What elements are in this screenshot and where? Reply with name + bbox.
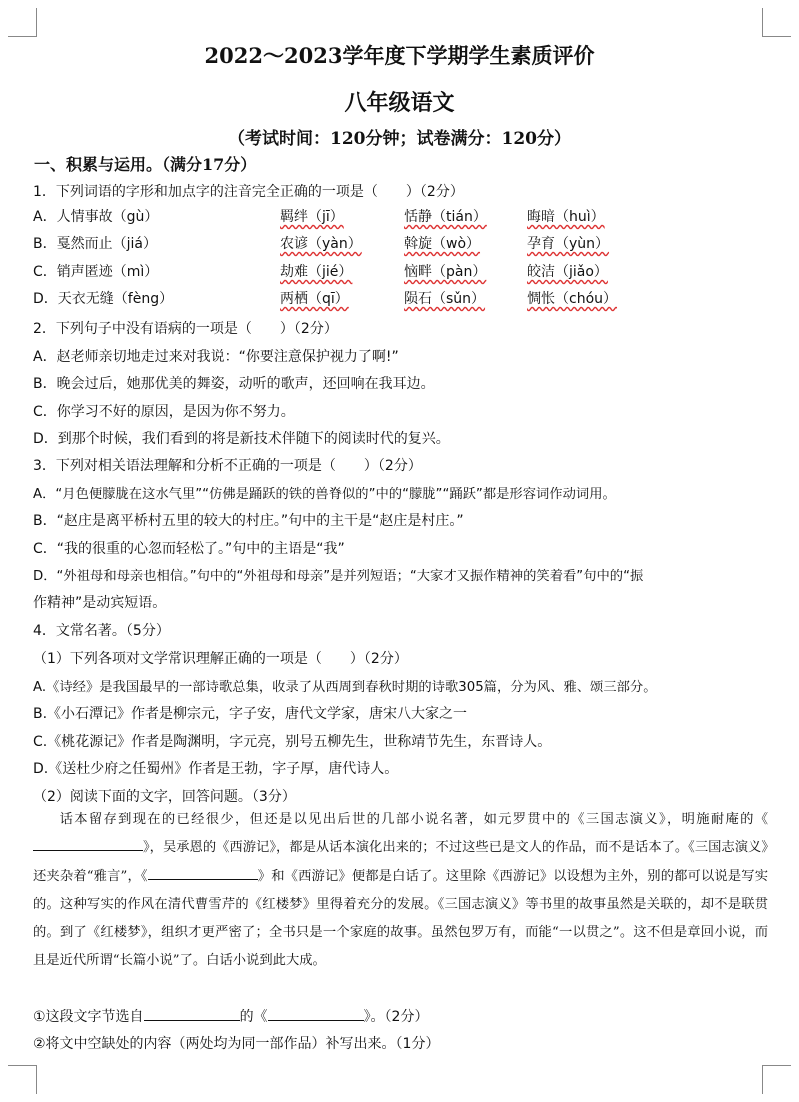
q4a-suffix: 》。（2分） — [363, 1009, 429, 1025]
q1-option-c-col1: C．销声匿迹（mì） — [33, 264, 159, 280]
q3-option-c: C．“我的很重的心忽而轻松了。”句中的主语是“我” — [33, 541, 345, 557]
q2-option-b: B．晚会过后，她那优美的舞姿，动听的歌声，还回响在我耳边。 — [33, 376, 435, 392]
q2-option-c: C．你学习不好的原因，是因为你不努力。 — [33, 404, 295, 420]
exam-info: （考试时间：120分钟；试卷满分：120分） — [228, 129, 571, 149]
q4a-blank-work[interactable] — [268, 1006, 364, 1021]
crop-mark-top-right — [762, 8, 791, 37]
passage-text-1: 话本留存到现在的已经很少，但还是以见出后世的几部小说名著，如元罗贯中的《三国志演义》，明施耐庵的《 — [59, 812, 768, 827]
subject-title: 八年级语文 — [344, 90, 455, 116]
q1-option-a-col2: 羁绊（jī） — [280, 209, 344, 225]
crop-mark-bottom-right — [762, 1065, 791, 1094]
q4a-blank-author[interactable] — [144, 1006, 240, 1021]
q3-option-d-cont: 作精神”是动宾短语。 — [33, 595, 167, 611]
crop-mark-top-left — [8, 8, 37, 37]
q2-option-a: A．赵老师亲切地走过来对我说：“你要注意保护视力了啊!” — [33, 349, 399, 365]
passage-text-2: 》，吴承恩的《西游记》，都是从话本演化出来的；不过这些已是文人的作品，而不是话本了。《三国志演义》还夹杂着“雅言”，《 — [33, 840, 768, 884]
passage-blank-1[interactable] — [33, 836, 143, 851]
question-2-stem: 2．下列句子中没有语病的一项是（ ）（2分） — [33, 321, 338, 337]
q4-sub1-stem: （1）下列各项对文学常识理解正确的一项是（ ）（2分） — [33, 651, 408, 667]
question-4-stem: 4．文常名著。（5分） — [33, 623, 170, 639]
q3-option-a: A．“月色便朦胧在这水气里”“仿佛是踊跃的铁的兽脊似的”中的“朦胧”“踊跃”都是形容词作动词用。 — [33, 487, 616, 502]
q4-sub1-option-c: C.《桃花源记》作者是陶渊明，字元亮，别号五柳先生，世称靖节先生，东晋诗人。 — [33, 734, 552, 750]
q4-sub2-stem: （2）阅读下面的文字，回答问题。（3分） — [33, 789, 296, 805]
q4-sub2-question-b: ②将文中空缺处的内容（两处均为同一部作品）补写出来。（1分） — [33, 1036, 440, 1052]
passage-text-3: 》和《西游记》便都是白话了。这里除《西游记》以设想为主外，别的都可以说是写实的。这种写实的作风在清代曹雪芹的《红楼梦》里得着充分的发展。《三国志演义》等书里的故事虽然是关联的，却不是联贯的。到了《红楼梦》，组织才更严密了；全书只是一个家庭的故事。虽然包罗万有，而能“一以贯之”。这不但是章回小说，而且是近代所谓“长篇小说”了。白话小说到此大成。 — [33, 868, 768, 969]
q1-option-c-col4: 皎洁（jiǎo） — [527, 264, 608, 280]
q1-option-d-col2: 两栖（qī） — [280, 291, 349, 307]
q4-sub1-option-d: D.《送杜少府之任蜀州》作者是王勃，字子厚，唐代诗人。 — [33, 761, 399, 777]
q1-option-b-col1: B．戛然而止（jiá） — [33, 236, 157, 252]
q1-option-d-col1: D．天衣无缝（fèng） — [33, 291, 174, 307]
q2-option-d: D．到那个时候，我们看到的将是新技术伴随下的阅读时代的复兴。 — [33, 431, 450, 447]
q1-option-d-col4: 惆怅（chóu） — [527, 291, 618, 307]
q1-option-a-col3: 恬静（tián） — [404, 209, 487, 225]
q1-option-d-col3: 陨石（sǔn） — [404, 291, 486, 307]
crop-mark-bottom-left — [8, 1065, 37, 1094]
q4-sub1-option-b: B.《小石潭记》作者是柳宗元，字子安，唐代文学家，唐宋八大家之一 — [33, 706, 468, 722]
q4-sub2-question-a — [33, 1006, 428, 1026]
section-heading: 一、积累与运用。（满分17分） — [34, 155, 257, 174]
q4a-prefix: ①这段文字节选自 — [33, 1009, 144, 1025]
q3-option-b: B．“赵庄是离平桥村五里的较大的村庄。”句中的主干是“赵庄是村庄。” — [33, 513, 464, 529]
q1-option-c-col3: 恼畔（pàn） — [404, 264, 487, 280]
question-3-stem: 3．下列对相关语法理解和分析不正确的一项是（ ）（2分） — [33, 458, 422, 474]
q1-option-c-col2: 劫难（jié） — [280, 264, 353, 280]
q4a-mid: 的《 — [239, 1009, 268, 1025]
q1-option-b-col3: 斡旋（wò） — [404, 236, 481, 252]
q4-sub1-option-a: A.《诗经》是我国最早的一部诗歌总集，收录了从西周到春秋时期的诗歌305篇，分为风、雅、颂三部分。 — [33, 680, 657, 695]
q1-option-b-col4: 孕育（yùn） — [527, 236, 610, 252]
q1-option-a-col4: 晦暗（huì） — [527, 209, 605, 225]
exam-title: 2022～2023学年度下学期学生素质评价 — [204, 43, 595, 68]
reading-passage — [33, 806, 768, 976]
question-1-stem: 1．下列词语的字形和加点字的注音完全正确的一项是（ ）（2分） — [33, 184, 464, 200]
q3-option-d: D．“外祖母和母亲也相信。”句中的“外祖母和母亲”是并列短语；“大家才又振作精神的笑着看”句中的“振 — [33, 569, 644, 584]
passage-blank-2[interactable] — [148, 865, 258, 880]
q1-option-a-col1: A．人情事故（gù） — [33, 209, 159, 225]
q1-option-b-col2: 农谚（yàn） — [280, 236, 362, 252]
